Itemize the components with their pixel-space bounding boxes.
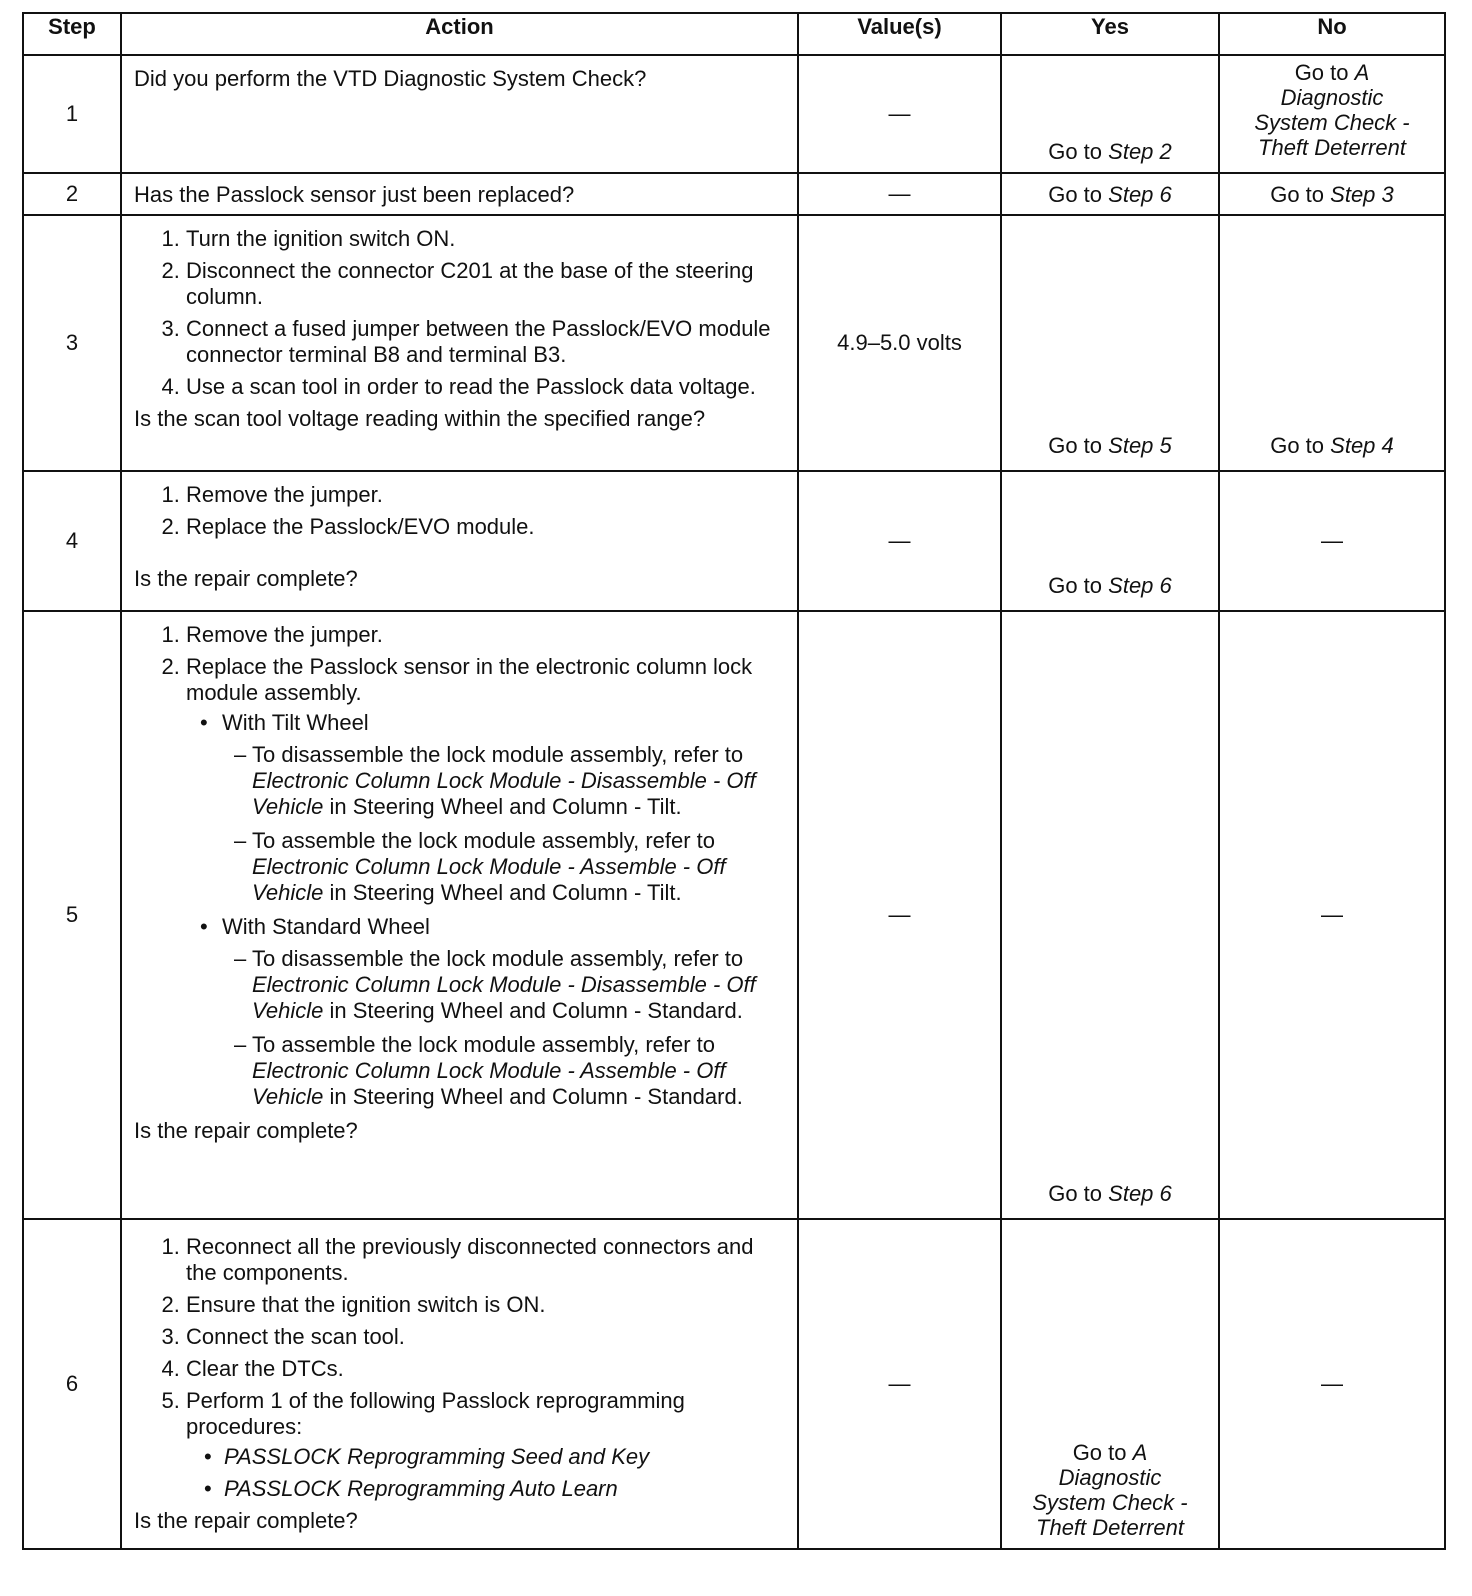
action-steps: [134, 1234, 787, 1502]
value-cell: —: [798, 55, 1001, 173]
list-item: 1. Reconnect all the previously disconnected connectors and the components.: [186, 1234, 787, 1286]
yes-cell: [1001, 1219, 1219, 1549]
list-item: 2. Replace the Passlock/EVO module.: [186, 514, 787, 540]
yes-goto[interactable]: Go to Step 6: [1001, 173, 1219, 215]
voltage-range: 4.9–5.0 volts: [837, 330, 962, 355]
list-item: 4. Clear the DTCs.: [186, 1356, 787, 1382]
header-no: No: [1219, 13, 1445, 55]
list-item: 2. Replace the Passlock sensor in the electronic column lock module assembly. • With Tilt Wheel – To disassemble the lock module assembly, refer to Electronic Column Lock Module - Disassemble - Off Vehicle in Steering Wheel and Column - Tilt. – To assemble the lock module assembly, refer to Electronic Column Lock Module - Assemble - Off Vehicle in Steering Wheel and Column - Tilt. • With Standard Wheel – To disassemble the lock module assembly, refer to Electronic Column Lock Module - Disassemble - Off Vehicle in Steering Wheel and Column - Standard. – To assemble the lock module assembly, refer to Electronic Column Lock Module - Assemble - Off Vehicle in Steering Wheel and Column - Standard.: [186, 654, 787, 1110]
question: Is the scan tool voltage reading within the specified range?: [134, 406, 706, 431]
step-row-1: [23, 55, 1445, 173]
list-item: – To assemble the lock module assembly, refer to Electronic Column Lock Module - Assemble - Off Vehicle in Steering Wheel and Column - Tilt.: [234, 828, 787, 906]
yes-cell: [1001, 215, 1219, 471]
procedure-link[interactable]: Electronic Column Lock Module - Assemble - Off Vehicle: [252, 854, 726, 905]
step-number: 5: [23, 611, 121, 1219]
procedure-link[interactable]: Electronic Column Lock Module - Assemble - Off Vehicle: [252, 1058, 726, 1109]
procedure-link[interactable]: A: [1132, 1440, 1148, 1465]
question: Did you perform the VTD Diagnostic System Check?: [134, 66, 647, 91]
step-link[interactable]: Step 6: [1108, 181, 1172, 207]
tilt-wheel-option: • With Tilt Wheel – To disassemble the lock module assembly, refer to Electronic Column Lock Module - Disassemble - Off Vehicle in Steering Wheel and Column - Tilt. – To assemble the lock module assembly, refer to Electronic Column Lock Module - Assemble - Off Vehicle in Steering Wheel and Column - Tilt.: [196, 710, 787, 906]
value-cell: —: [798, 173, 1001, 215]
list-item: 5. Perform 1 of the following Passlock reprogramming procedures: • PASSLOCK Reprogramming Seed and Key • PASSLOCK Reprogramming Auto Learn: [186, 1388, 787, 1502]
step-row-3: [23, 215, 1445, 471]
question: Is the repair complete?: [134, 1118, 358, 1143]
list-item: 1. Remove the jumper.: [186, 482, 787, 508]
procedure-link[interactable]: A: [1354, 60, 1370, 85]
list-item: – To assemble the lock module assembly, refer to Electronic Column Lock Module - Assemble - Off Vehicle in Steering Wheel and Column - Standard.: [234, 1032, 787, 1110]
action-cell: [121, 471, 798, 611]
yes-cell: [1001, 471, 1219, 611]
procedure-link[interactable]: Electronic Column Lock Module - Disassemble - Off Vehicle: [252, 768, 756, 819]
step-link[interactable]: Step 6: [1108, 573, 1172, 598]
header-step: Step: [23, 13, 121, 55]
yes-cell: [1001, 611, 1219, 1219]
step-link[interactable]: Step 3: [1330, 181, 1394, 207]
list-item: – To disassemble the lock module assembly, refer to Electronic Column Lock Module - Disassemble - Off Vehicle in Steering Wheel and Column - Tilt.: [234, 742, 787, 820]
procedure-link[interactable]: • PASSLOCK Reprogramming Auto Learn: [202, 1476, 787, 1502]
list-item: 4. Use a scan tool in order to read the Passlock data voltage.: [186, 374, 787, 400]
step-row-6: [23, 1219, 1445, 1549]
no-cell: —: [1219, 611, 1445, 1219]
step-number: 6: [23, 1219, 121, 1549]
yes-goto[interactable]: Go to Step 5: [1048, 433, 1172, 458]
no-goto[interactable]: Go to Step 3: [1219, 173, 1445, 215]
procedure-link[interactable]: Electronic Column Lock Module - Disassemble - Off Vehicle: [252, 972, 756, 1023]
action-cell: [121, 215, 798, 471]
standard-wheel-option: • With Standard Wheel – To disassemble the lock module assembly, refer to Electronic Column Lock Module - Disassemble - Off Vehicle in Steering Wheel and Column - Standard. – To assemble the lock module assembly, refer to Electronic Column Lock Module - Assemble - Off Vehicle in Steering Wheel and Column - Standard.: [196, 914, 787, 1110]
action-steps: [134, 482, 787, 540]
question: Is the repair complete?: [134, 1508, 358, 1533]
step-number: 2: [23, 173, 121, 215]
value-cell: —: [798, 471, 1001, 611]
no-goto[interactable]: Go to Step 4: [1270, 433, 1394, 458]
diagnostic-table: [22, 12, 1446, 1550]
yes-goto[interactable]: Go to Step 6: [1048, 1181, 1172, 1206]
header-yes: Yes: [1001, 13, 1219, 55]
step-link[interactable]: Step 2: [1108, 139, 1172, 164]
procedure-list: [186, 1444, 787, 1502]
question: Is the repair complete?: [134, 566, 358, 591]
step-number: 1: [23, 55, 121, 173]
list-item: – To disassemble the lock module assembly, refer to Electronic Column Lock Module - Disassemble - Off Vehicle in Steering Wheel and Column - Standard.: [234, 946, 787, 1024]
header-action: Action: [121, 13, 798, 55]
step-link[interactable]: Step 4: [1330, 433, 1394, 458]
no-cell: [1219, 215, 1445, 471]
wheel-options: [186, 710, 787, 1110]
procedure-link[interactable]: • PASSLOCK Reprogramming Seed and Key: [202, 1444, 787, 1470]
list-item: 3. Connect a fused jumper between the Passlock/EVO module connector terminal B8 and terminal B3.: [186, 316, 787, 368]
yes-goto[interactable]: Go to A Diagnostic System Check - Theft Deterrent: [1032, 1440, 1188, 1540]
step-link[interactable]: Step 6: [1108, 1181, 1172, 1206]
value-cell: —: [798, 1219, 1001, 1549]
value-cell: —: [798, 611, 1001, 1219]
yes-goto[interactable]: Go to Step 6: [1048, 573, 1172, 598]
action-steps: [134, 226, 787, 400]
no-cell: [1219, 55, 1445, 173]
action-cell: [121, 55, 798, 173]
value-cell: [798, 215, 1001, 471]
yes-goto[interactable]: Go to Step 2: [1048, 139, 1172, 164]
action-steps: [134, 622, 787, 1110]
action-cell: [121, 1219, 798, 1549]
step-number: 3: [23, 215, 121, 471]
step-number: 4: [23, 471, 121, 611]
action-cell: [121, 611, 798, 1219]
no-cell: —: [1219, 471, 1445, 611]
step-row-4: [23, 471, 1445, 611]
step-row-2: [23, 173, 1445, 215]
no-cell: —: [1219, 1219, 1445, 1549]
list-item: 2. Ensure that the ignition switch is ON.: [186, 1292, 787, 1318]
header-row: [23, 13, 1445, 55]
list-item: 1. Turn the ignition switch ON.: [186, 226, 787, 252]
step-link[interactable]: Step 5: [1108, 433, 1172, 458]
header-values: Value(s): [798, 13, 1001, 55]
question: Has the Passlock sensor just been replaced?: [134, 182, 575, 207]
list-item: 2. Disconnect the connector C201 at the base of the steering column.: [186, 258, 787, 310]
list-item: 3. Connect the scan tool.: [186, 1324, 787, 1350]
action-cell: [121, 173, 798, 215]
step-row-5: [23, 611, 1445, 1219]
no-goto[interactable]: Go to A Diagnostic System Check - Theft Deterrent: [1254, 60, 1410, 160]
yes-cell: [1001, 55, 1219, 173]
list-item: 1. Remove the jumper.: [186, 622, 787, 648]
